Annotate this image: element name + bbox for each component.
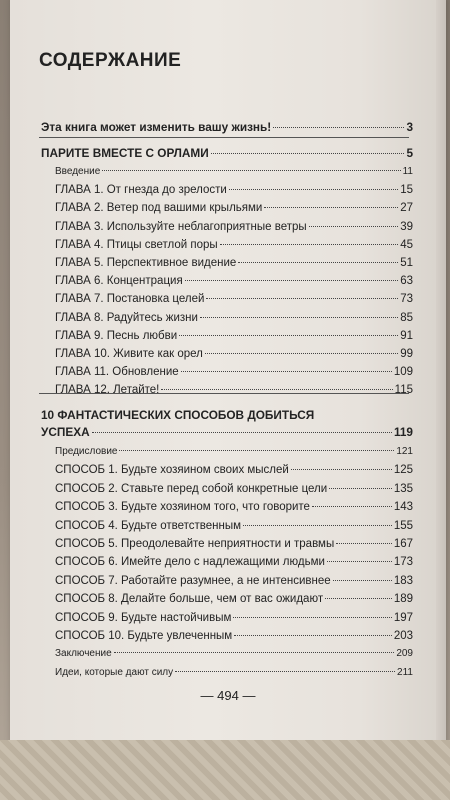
- toc-entry-page: 125: [393, 464, 413, 477]
- toc-entry: [55, 275, 413, 287]
- toc-entry-page: 63: [400, 275, 413, 288]
- toc-entry-page: 11: [402, 166, 413, 177]
- toc-entry-label: СПОСОБ 3. Будьте хозяином того, что говорите: [55, 501, 310, 514]
- toc-entry-label: ГЛАВА 10. Живите как орел: [55, 348, 203, 360]
- toc-entry: [55, 312, 413, 324]
- toc-entry: [55, 384, 413, 396]
- toc-entry: [55, 464, 413, 476]
- toc-entry: [55, 166, 413, 177]
- toc-entry-page: 15: [400, 184, 413, 197]
- toc-entry-page: 143: [393, 501, 413, 514]
- toc-entry-page: 121: [396, 446, 413, 457]
- toc-entry: [55, 330, 413, 342]
- toc-entry-page: 173: [393, 556, 413, 569]
- toc-entry: [55, 593, 413, 605]
- toc-entry-label: СПОСОБ 4. Будьте ответственным: [55, 519, 242, 532]
- toc-entry-label: СПОСОБ 9. Будьте настойчивым: [55, 611, 232, 624]
- page-number: — 494 —: [200, 688, 256, 703]
- toc-entry-label: ГЛАВА 9. Песнь любви: [55, 329, 178, 342]
- toc-entry-intro: [41, 120, 413, 134]
- part-title: 10 ФАНТАСТИЧЕСКИХ СПОСОБОВ ДОБИТЬСЯ: [41, 408, 315, 422]
- toc-entry-page: 99: [400, 348, 413, 360]
- toc-entry-page: 115: [394, 384, 413, 397]
- toc-entry-label: ГЛАВА 8. Радуйтесь жизни: [55, 311, 198, 324]
- toc-entry-label: СПОСОБ 8. Делайте больше, чем от вас ожидают: [55, 593, 324, 606]
- toc-entry: [55, 575, 413, 587]
- toc-entry-label: СПОСОБ 7. Работайте разумнее, а не интенсивнее: [55, 574, 331, 587]
- toc-entry-label: СПОСОБ 6. Имейте дело с надлежащими людьми: [55, 556, 325, 569]
- toc-entry-label: ГЛАВА 12. Летайте!: [55, 384, 160, 397]
- toc-entry-label: Заключение: [55, 648, 112, 660]
- book-page: [10, 0, 446, 762]
- part-title: ПАРИТЕ ВМЕСТЕ С ОРЛАМИ: [41, 146, 209, 160]
- toc-entry-label: СПОСОБ 2. Ставьте перед собой конкретные цели: [55, 482, 328, 495]
- toc-entry-label: ГЛАВА 6. Концентрация: [55, 275, 183, 288]
- toc-entry-page: 39: [400, 220, 413, 233]
- toc-entry: [55, 556, 413, 568]
- toc-entry: [55, 202, 413, 214]
- toc-entry: [55, 612, 413, 624]
- toc-part-1: [41, 146, 413, 160]
- toc-entry: [55, 184, 413, 196]
- toc-entry-page: 203: [393, 630, 413, 642]
- toc-entry-page: 135: [393, 482, 413, 495]
- toc-part-2-title-line1: [41, 408, 413, 422]
- toc-entry: [55, 293, 413, 305]
- toc-entry-label: ГЛАВА 11. Обновление: [55, 366, 179, 379]
- toc-entry-label: Эта книга может изменить вашу жизнь!: [41, 120, 272, 134]
- toc-entry-label: ГЛАВА 3. Используйте неблагоприятные ветры: [55, 220, 307, 233]
- toc-entry: [55, 483, 413, 495]
- toc-entry-page: 183: [393, 574, 413, 587]
- toc-entry-label: ГЛАВА 2. Ветер под вашими крыльями: [55, 202, 263, 215]
- toc-entry: [55, 348, 413, 360]
- toc-entry: [55, 538, 413, 550]
- toc-entry-label: ГЛАВА 1. От гнезда до зрелости: [55, 184, 227, 197]
- toc-entry: [55, 648, 413, 659]
- toc-entry: [55, 257, 413, 269]
- toc-entry-page: 73: [400, 293, 413, 306]
- toc-entry-label: Предисловие: [55, 446, 118, 457]
- toc-part-2: [41, 425, 413, 439]
- toc-entry-page: 3: [406, 120, 413, 134]
- toc-entry: [55, 501, 413, 513]
- toc-entry: [55, 630, 413, 642]
- toc-entry-label: СПОСОБ 5. Преодолевайте неприятности и травмы: [55, 538, 335, 550]
- toc-entry-label: ГЛАВА 5. Перспективное видение: [55, 257, 237, 269]
- contents-heading: СОДЕРЖАНИЕ: [39, 50, 182, 71]
- toc-entry-page: 189: [393, 593, 413, 606]
- toc-entry-label: СПОСОБ 1. Будьте хозяином своих мыслей: [55, 464, 289, 477]
- toc-entry-label: СПОСОБ 10. Будьте увлеченным: [55, 630, 233, 642]
- toc-entry-page: 85: [400, 311, 413, 324]
- toc-entry: [55, 446, 413, 457]
- toc-entry-label: Идеи, которые дают силу: [55, 666, 174, 678]
- toc-entry-label: ГЛАВА 4. Птицы светлой поры: [55, 238, 218, 251]
- toc-entry-page: 45: [400, 238, 413, 251]
- toc-entry-page: 209: [396, 648, 413, 660]
- toc-entry-page: 109: [393, 366, 413, 379]
- toc-entry-page: 119: [393, 425, 413, 439]
- toc-entry-page: 27: [400, 202, 413, 215]
- toc-entry-label: Введение: [55, 166, 101, 177]
- toc-entry: [55, 520, 413, 532]
- tablecloth: [0, 740, 450, 800]
- toc-entry-page: 51: [400, 257, 413, 269]
- toc-entry: [55, 667, 413, 678]
- part-title: УСПЕХА: [41, 425, 90, 439]
- toc-entry-page: 197: [393, 611, 413, 624]
- toc-entry-page: 211: [397, 666, 413, 678]
- toc-entry: [55, 239, 413, 251]
- toc-entry: [55, 221, 413, 233]
- toc-entry-page: 155: [393, 519, 413, 532]
- toc-entry-page: 167: [393, 538, 413, 550]
- toc-entry-page: 5: [406, 146, 413, 160]
- toc-entry-label: ГЛАВА 7. Постановка целей: [55, 293, 205, 306]
- toc-entry: [55, 366, 413, 378]
- toc-entry-page: 91: [400, 329, 413, 342]
